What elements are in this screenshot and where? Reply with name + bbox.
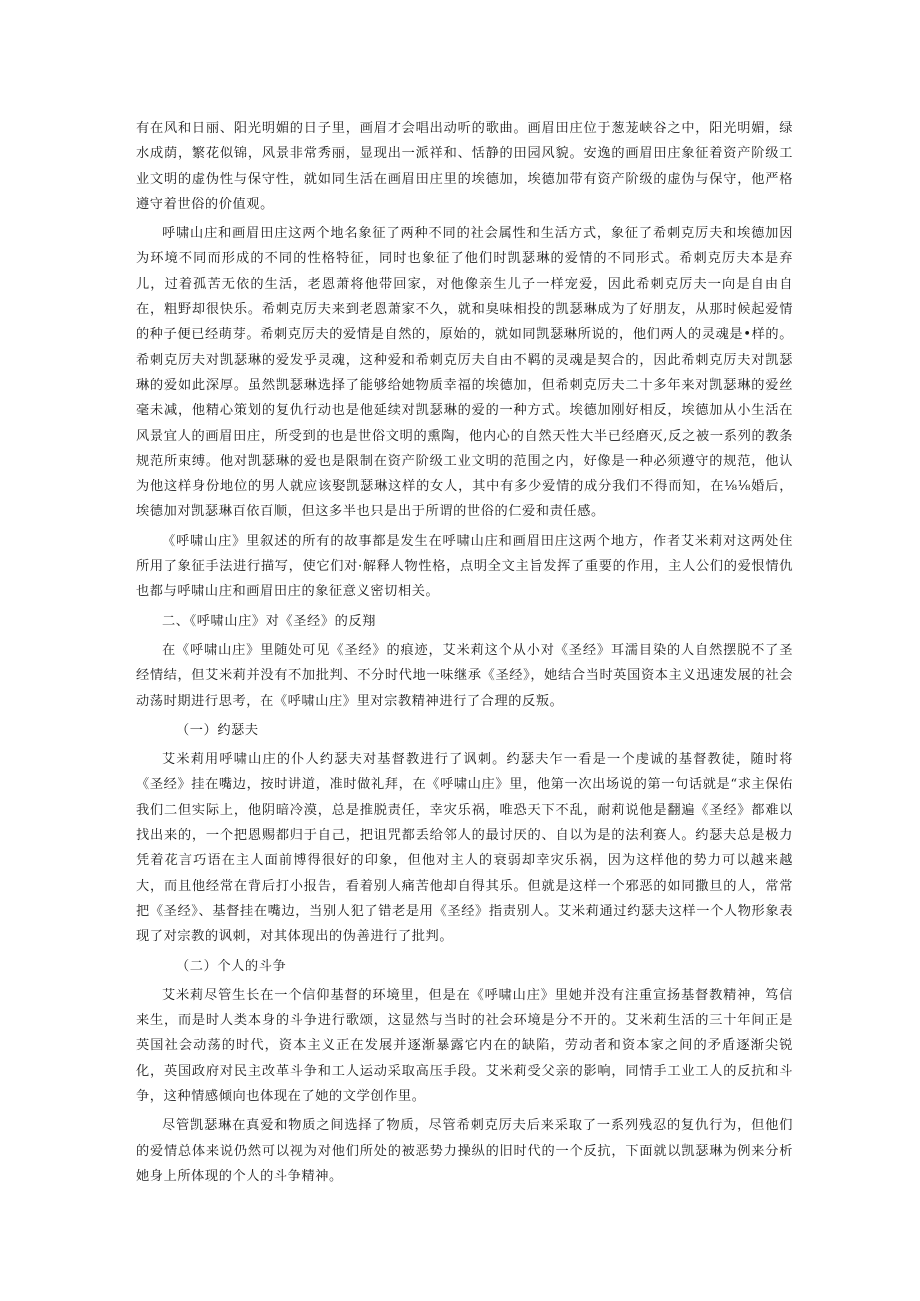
subheading-joseph: （一）约瑟夫	[176, 722, 259, 738]
paragraph-bible-intro: 在《呼啸山庄》里随处可见《圣经》的痕迹，艾米莉这个从小对《圣经》耳濡目染的人自然摆脱不了圣经情结，但艾米莉并没有不加批判、不分时代地一味继承《圣经》，她结合当时英国资本主义迅速发展的社会动荡时期进行思考，在《呼啸山庄》里对宗教精神进行了合理的反叛。	[136, 642, 793, 709]
paragraph-catherine-struggle: 尽管凯瑟琳在真爱和物质之间选择了物质，尽管希刺克厉夫后来采取了一系列残忍的复仇行为，但他们的爱情总体来说仍然可以视为对他们所处的被恶势力操纵的旧时代的一个反抗，下面就以凯瑟琳为例来分析她身上所体现的个人的斗争精神。	[136, 1118, 793, 1184]
document-page	[136, 116, 793, 1189]
subheading-personal-struggle: （二）个人的斗争	[176, 958, 287, 974]
section-heading-bible: 二、《呼啸山庄》对《圣经》的反翔	[162, 613, 376, 629]
paragraph-huamei-description: 有在风和日丽、阳光明媚的日子里，画眉才会唱出动听的歌曲。画眉田庄位于葱茏峡谷之中，阳光明媚，绿水成荫，繁花似锦，风景非常秀丽，显现出一派祥和、恬静的田园风貌。安逸的画眉田庄象征着资产阶级工业文明的虚伪性与保守性，就如同生活在画眉田庄里的埃德加，埃德加带有资产阶级的虚伪与保守，他严格遵守着世俗的价值观。	[136, 121, 793, 212]
paragraph-joseph: 艾米莉用呼啸山庄的仆人约瑟夫对基督教进行了讽刺。约瑟夫乍一看是一个虔诚的基督教徒，随时将《圣经》挂在嘴边，按时讲道，准时做礼拜，在《呼啸山庄》里，他第一次出场说的第一句话就是“求主保佑我们二但实际上，他阴暗冷漠，总是推脱责任，幸灾乐祸，唯恐天下不乱，耐莉说他是翻遍《圣经》都难以找出来的，一个把恩赐都归于自己，把诅咒都丢给邻人的最讨厌的、自以为是的法利赛人。约瑟夫总是极力凭着花言巧语在主人面前博得很好的印象，但他对主人的衰弱却幸灾乐祸，因为这样他的势力可以越来越大，而且他经常在背后打小报告，看着别人痛苦他却自得其乐。但就是这样一个邪恶的如同撒旦的人，常常把《圣经》、基督挂在嘴边，当别人犯了错老是用《圣经》指责别人。艾米莉通过约瑟夫这样一个人物形象表现了对宗教的讽刺，对其体现出的伪善进行了批判。	[136, 752, 793, 945]
paragraph-two-estates-symbolism: 呼啸山庄和画眉田庄这两个地名象征了两种不同的社会属性和生活方式，象征了希刺克厉夫和埃德加因为环境不同而形成的不同的性格特征，同时也象征了他们时凯瑟琳的爱情的不同形式。希刺克厉夫本是弃儿，过着孤苦无依的生活，老恩萧将他带回家，对他像亲生儿子一样宠爱，因此希刺克厉夫一向是自由自在，粗野却很快乐。希刺克厉夫来到老恩萧家不久，就和臭味相投的凯瑟琳成为了好朋友，从那时候起爱情的种子便已经萌芽。希刺克厉夫的爱情是自然的，原始的，就如同凯瑟琳所说的，他们两人的灵魂是•样的。希刺克厉夫对凯瑟琳的爱发乎灵魂，这种爱和希刺克厉夫自由不羁的灵魂是契合的，因此希刺克厉夫对凯瑟琳的爱如此深厚。虽然凯瑟琳选择了能够给她物质幸福的埃德加，但希刺克厉夫二十多年来对凯瑟琳的爱丝毫未减，他精心策划的复仇行动也是他延续对凯瑟琳的爱的一种方式。埃德加刚好相反，埃德加从小生活在风景宜人的画眉田庄，所受到的也是世俗文明的熏陶，他内心的自然天性大半已经磨灭,反之被一系列的教条规范所束缚。他对凯瑟琳的爱也是限制在资产阶级工业文明的范围之内，好像是一种必须遵守的规范，他认为他这样身份地位的男人就应该娶凯瑟琳这样的女人，其中有多少爱情的成分我们不得而知，在⅛⅛婚后，埃德加对凯瑟琳百依百顺，但这多半也只是出于所谓的世俗的仁爱和责任感。	[136, 226, 793, 520]
paragraph-symbolism-summary: 《呼啸山庄》里叙述的所有的故事都是发生在呼啸山庄和画眉田庄这两个地方，作者艾米莉对这两处住所用了象征手法进行描写，使它们对·解释人物性格，点明全文主旨发挥了重要的作用，主人公们的爱恨情仇也都与呼啸山庄和画眉田庄的象征意义密切相关。	[136, 533, 793, 600]
paragraph-struggle-context: 艾米莉尽管生长在一个信仰基督的环境里，但是在《呼啸山庄》里她并没有注重宣扬基督教精神，笃信来生，而是时人类本身的斗争进行歌颂，这显然与当时的社会环境是分不开的。艾米莉生活的三十年间正是英国社会动荡的时代，资本主义正在发展并逐渐暴露它内在的缺陷，劳动者和资本家之间的矛盾逐渐尖锐化，英国政府对民主改革斗争和工人运动采取高压手段。艾米莉受父亲的影响，同情手工业工人的反抗和斗争，这种情感倾向也体现在了她的文学创作里。	[136, 987, 793, 1104]
